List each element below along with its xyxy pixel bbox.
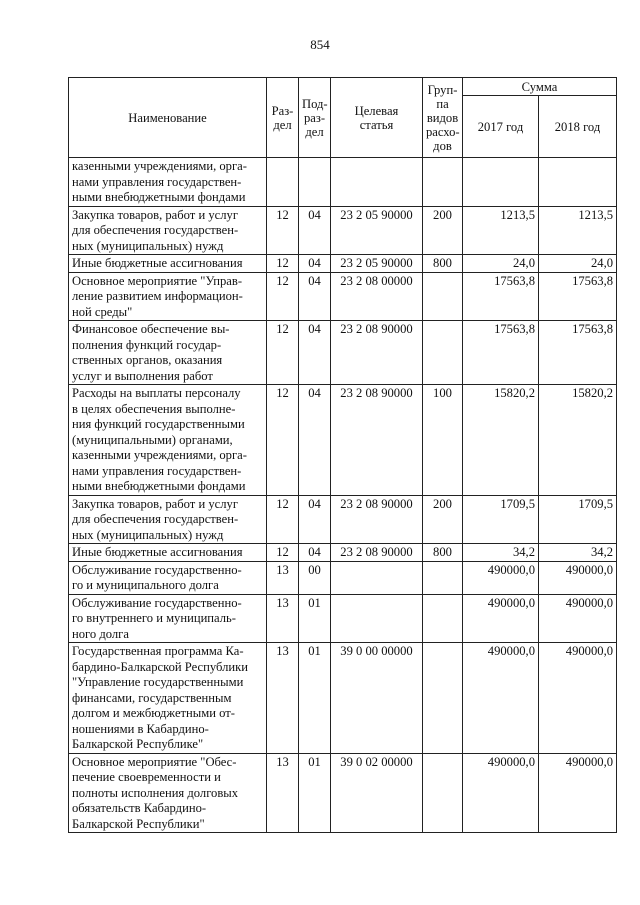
cell-razdel: 12 (267, 544, 299, 562)
cell-name: Государственная программа Ка- бардино-Балкарской Республики "Управление государственными финансами, государственным долгом и межбюджетными от- ношениями в Кабардино- Балкарской Республике" (69, 643, 267, 754)
cell-sum-2018: 1213,5 (539, 206, 617, 255)
cell-vid: 200 (423, 206, 463, 255)
cell-razdel: 13 (267, 643, 299, 754)
cell-razdel (267, 158, 299, 207)
cell-sum-2017: 490000,0 (463, 753, 539, 833)
cell-vid: 800 (423, 544, 463, 562)
cell-statya: 23 2 08 90000 (331, 495, 423, 544)
table-row (69, 255, 617, 273)
cell-statya: 23 2 05 90000 (331, 255, 423, 273)
cell-sum-2018: 490000,0 (539, 561, 617, 594)
cell-name: казенными учреждениями, орга- нами управления государствен- ными внебюджетными фондами (69, 158, 267, 207)
cell-sum-2017: 1709,5 (463, 495, 539, 544)
cell-name: Иные бюджетные ассигнования (69, 255, 267, 273)
cell-sum-2018: 17563,8 (539, 272, 617, 321)
cell-name: Расходы на выплаты персоналу в целях обеспечения выполне- ния функций государственными (муниципальными) органами, казенными учреждениями, орга- нами управления государствен- ными внебюджетными фондами (69, 385, 267, 496)
cell-podrazdel: 00 (299, 561, 331, 594)
table-row (69, 753, 617, 833)
cell-sum-2018: 34,2 (539, 544, 617, 562)
cell-statya (331, 158, 423, 207)
table-row (69, 544, 617, 562)
header-statya: Целевая статья (331, 78, 423, 158)
table-row (69, 321, 617, 385)
cell-vid: 800 (423, 255, 463, 273)
table-row (69, 643, 617, 754)
cell-razdel: 13 (267, 594, 299, 643)
cell-name: Обслуживание государственно- го внутреннего и муниципаль- ного долга (69, 594, 267, 643)
table-row (69, 561, 617, 594)
cell-podrazdel: 04 (299, 385, 331, 496)
cell-podrazdel: 01 (299, 594, 331, 643)
cell-sum-2017: 490000,0 (463, 594, 539, 643)
header-year-2018: 2018 год (539, 96, 617, 158)
cell-sum-2018: 1709,5 (539, 495, 617, 544)
cell-razdel: 12 (267, 495, 299, 544)
cell-sum-2017: 490000,0 (463, 643, 539, 754)
cell-sum-2017: 34,2 (463, 544, 539, 562)
cell-razdel: 12 (267, 321, 299, 385)
cell-razdel: 13 (267, 561, 299, 594)
cell-name: Основное мероприятие "Обес- печение своевременности и полноты исполнения долговых обязательств Кабардино- Балкарской Республики" (69, 753, 267, 833)
cell-sum-2017: 1213,5 (463, 206, 539, 255)
cell-statya: 39 0 02 00000 (331, 753, 423, 833)
cell-sum-2018: 17563,8 (539, 321, 617, 385)
cell-razdel: 13 (267, 753, 299, 833)
cell-podrazdel: 01 (299, 753, 331, 833)
cell-statya (331, 594, 423, 643)
cell-name: Основное мероприятие "Управ- ление развитием информацион- ной среды" (69, 272, 267, 321)
cell-statya (331, 561, 423, 594)
cell-sum-2017: 15820,2 (463, 385, 539, 496)
cell-sum-2018: 490000,0 (539, 643, 617, 754)
table-row (69, 385, 617, 496)
cell-name: Финансовое обеспечение вы- полнения функций государ- ственных органов, оказания услуг и выполнения работ (69, 321, 267, 385)
cell-podrazdel (299, 158, 331, 207)
cell-razdel: 12 (267, 255, 299, 273)
cell-podrazdel: 04 (299, 272, 331, 321)
cell-vid (423, 643, 463, 754)
budget-table (68, 77, 617, 833)
cell-sum-2018 (539, 158, 617, 207)
cell-statya: 23 2 08 90000 (331, 385, 423, 496)
cell-name: Закупка товаров, работ и услуг для обеспечения государствен- ных (муниципальных) нужд (69, 495, 267, 544)
header-year-2017: 2017 год (463, 96, 539, 158)
cell-sum-2018: 490000,0 (539, 753, 617, 833)
cell-razdel: 12 (267, 385, 299, 496)
cell-sum-2017: 17563,8 (463, 272, 539, 321)
cell-statya: 23 2 05 90000 (331, 206, 423, 255)
cell-razdel: 12 (267, 206, 299, 255)
cell-vid (423, 753, 463, 833)
cell-vid (423, 272, 463, 321)
cell-sum-2018: 490000,0 (539, 594, 617, 643)
cell-sum-2017: 490000,0 (463, 561, 539, 594)
cell-razdel: 12 (267, 272, 299, 321)
cell-statya: 23 2 08 90000 (331, 544, 423, 562)
cell-podrazdel: 01 (299, 643, 331, 754)
cell-name: Обслуживание государственно- го и муниципального долга (69, 561, 267, 594)
cell-vid (423, 594, 463, 643)
cell-podrazdel: 04 (299, 495, 331, 544)
cell-statya: 23 2 08 90000 (331, 321, 423, 385)
header-razdel: Раз- дел (267, 78, 299, 158)
header-podrazdel: Под- раз- дел (299, 78, 331, 158)
cell-podrazdel: 04 (299, 321, 331, 385)
cell-vid (423, 158, 463, 207)
cell-statya: 23 2 08 00000 (331, 272, 423, 321)
header-name: Наименование (69, 78, 267, 158)
cell-vid: 200 (423, 495, 463, 544)
cell-vid (423, 561, 463, 594)
cell-vid (423, 321, 463, 385)
table-row (69, 495, 617, 544)
page-number: 854 (310, 37, 330, 52)
cell-sum-2017: 17563,8 (463, 321, 539, 385)
table-row (69, 594, 617, 643)
cell-sum-2017 (463, 158, 539, 207)
cell-name: Закупка товаров, работ и услуг для обеспечения государствен- ных (муниципальных) нужд (69, 206, 267, 255)
table-body (69, 158, 617, 833)
cell-sum-2018: 24,0 (539, 255, 617, 273)
cell-name: Иные бюджетные ассигнования (69, 544, 267, 562)
table-row (69, 158, 617, 207)
cell-statya: 39 0 00 00000 (331, 643, 423, 754)
cell-podrazdel: 04 (299, 544, 331, 562)
table-row (69, 272, 617, 321)
cell-sum-2018: 15820,2 (539, 385, 617, 496)
header-summa: Сумма (463, 78, 617, 96)
cell-podrazdel: 04 (299, 206, 331, 255)
table-row (69, 206, 617, 255)
cell-podrazdel: 04 (299, 255, 331, 273)
cell-vid: 100 (423, 385, 463, 496)
header-vid: Груп- па видов расхо- дов (423, 78, 463, 158)
cell-sum-2017: 24,0 (463, 255, 539, 273)
